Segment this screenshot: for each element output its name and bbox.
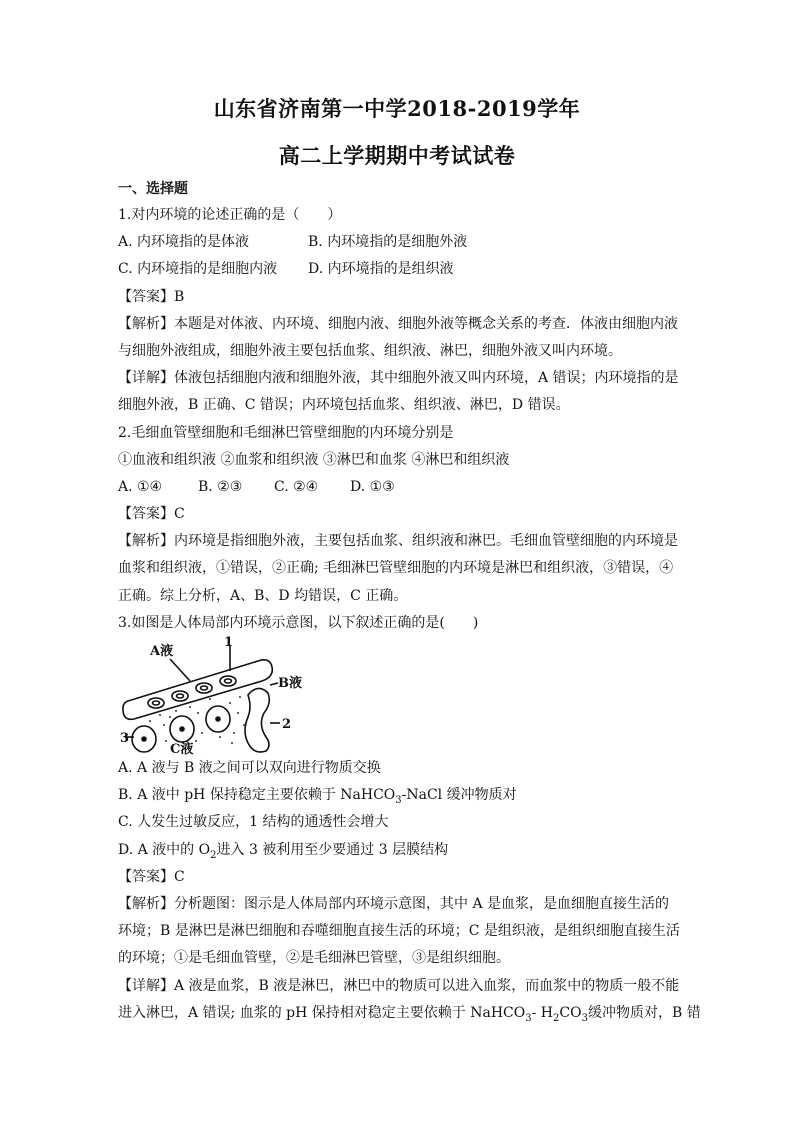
answer-tag: 【答案】 — [118, 506, 174, 523]
q2-options — [118, 474, 678, 501]
lymph-capillary — [245, 688, 269, 752]
leader-b — [270, 683, 278, 685]
analysis-text: 本题是对体液、内环境、细胞内液、细胞外液等概念关系的考查．体液由细胞内液 — [174, 315, 678, 332]
document-title-line-2: 高二上学期期中考试试卷 — [278, 143, 516, 168]
q3-detail-line-1 — [118, 973, 678, 1000]
blood-cell — [172, 691, 188, 701]
q3-stem: 3.如图是人体局部内环境示意图，以下叙述正确的是( ) — [118, 614, 479, 631]
tissue-cell-nucleus — [180, 727, 184, 731]
blood-cell — [196, 683, 212, 693]
q3-option-b — [118, 782, 678, 809]
q3-option-a: A. A 液与 B 液之间可以双向进行物质交换 — [118, 760, 381, 776]
q3-analysis-line-2: 环境；B 是淋巴是淋巴细胞和吞噬细胞直接生活的环境；C 是组织液，是组织细胞直接生活 — [118, 923, 680, 940]
q2-answer — [118, 501, 678, 528]
option-text: B. A 液中 pH 保持稳定主要依赖于 NaHCO — [118, 787, 396, 804]
blood-cell-core — [225, 679, 232, 683]
answer-tag: 【答案】 — [118, 288, 174, 305]
q3-option-c: C. 人发生过敏反应，1 结构的通透性会增大 — [118, 814, 389, 831]
q1-option-c: C. 内环境指的是细胞内液 — [118, 261, 278, 278]
q1-detail-line-1 — [118, 365, 678, 392]
analysis-tag: 【解析】 — [118, 895, 174, 912]
detail-text: - H — [531, 1004, 554, 1021]
q2-option-d: D. ①③ — [350, 478, 395, 495]
subscript: 3 — [395, 794, 402, 806]
internal-environment-diagram — [120, 637, 330, 755]
detail-text: 缓冲物质对，B 错 — [587, 1004, 701, 1021]
subscript: 2 — [553, 1012, 560, 1024]
blood-cell-core — [201, 686, 208, 690]
subscript: 2 — [210, 849, 217, 861]
q1-options-row-2 — [118, 256, 678, 283]
option-text: D. A 液中的 O — [118, 841, 211, 858]
blood-cell — [220, 676, 236, 686]
detail-tag: 【详解】 — [118, 370, 174, 387]
fig-label-c: C液 — [170, 742, 194, 757]
detail-tag: 【详解】 — [118, 977, 174, 994]
section-heading: 一、选择题 — [118, 181, 188, 197]
q2-option-a: A. ①④ — [118, 478, 163, 495]
q2-items: ①血液和组织液 ②血浆和组织液 ③淋巴和血浆 ④淋巴和组织液 — [118, 451, 510, 468]
q1-analysis-line-2: 与细胞外液组成，细胞外液主要包括血浆、组织液、淋巴，细胞外液又叫内环境。 — [118, 342, 622, 359]
q2-option-c: C. ②④ — [274, 478, 319, 495]
q2-analysis-line-3: 正确。综上分析，A、B、D 均错误，C 正确。 — [118, 587, 408, 604]
option-text: -NaCl 缓冲物质对 — [401, 787, 517, 804]
option-text: 进入 3 被利用至少要通过 3 层膜结构 — [216, 841, 449, 858]
analysis-tag: 【解析】 — [118, 315, 174, 332]
q3-option-d — [118, 837, 678, 864]
q3-analysis-line-3: 的环境；①是毛细血管壁，②是毛细淋巴管壁，③是组织细胞。 — [118, 950, 510, 967]
q1-analysis-line-1 — [118, 311, 678, 338]
q1-answer — [118, 284, 678, 311]
q2-option-b: B. ②③ — [198, 478, 243, 495]
tissue-cell-nucleus — [216, 717, 220, 721]
analysis-text: 分析题图：图示是人体局部内环境示意图，其中 A 是血浆，是血细胞直接生活的 — [174, 895, 670, 912]
detail-text: 进入淋巴，A 错误; 血浆的 pH 保持相对稳定主要依赖于 NaHCO — [118, 1004, 526, 1021]
detail-text: 体液包括细胞内液和细胞外液，其中细胞外液又叫内环境，A 错误；内环境指的是 — [174, 370, 679, 387]
fig-label-a: A液 — [150, 644, 174, 659]
q1-detail-line-2: 细胞外液，B 正确、C 错误；内环境包括血浆、组织液、淋巴，D 错误。 — [118, 397, 570, 414]
fig-label-1: 1 — [224, 635, 234, 650]
q1-option-d: D. 内环境指的是组织液 — [308, 261, 454, 278]
q2-analysis-line-2: 血浆和组织液，①错误，②正确; 毛细淋巴管壁细胞的内环境是淋巴和组织液，③错误，④ — [118, 560, 674, 577]
blood-cell-core — [177, 694, 184, 698]
fig-label-3: 3 — [120, 731, 130, 746]
blood-cell — [148, 698, 164, 708]
fig-label-b: B液 — [278, 676, 302, 691]
subscript: 3 — [525, 1012, 532, 1024]
leader-a — [170, 659, 190, 681]
q3-analysis-line-1 — [118, 891, 678, 918]
q1-option-a: A. 内环境指的是体液 — [118, 234, 250, 251]
detail-text: CO — [559, 1004, 582, 1021]
q3-detail-line-2 — [118, 1000, 701, 1027]
q2-stem: 2.毛细血管壁细胞和毛细淋巴管壁细胞的内环境分别是 — [118, 424, 454, 441]
detail-text: A 液是血浆，B 液是淋巴，淋巴中的物质可以进入血浆，而血浆中的物质一般不能 — [174, 977, 680, 994]
answer-tag: 【答案】 — [118, 868, 174, 885]
analysis-text: 内环境是指细胞外液，主要包括血浆、组织液和淋巴。毛细血管壁细胞的内环境是 — [174, 533, 678, 550]
q1-stem: 1.对内环境的论述正确的是（ ） — [118, 207, 342, 223]
question-content — [118, 202, 701, 1027]
subscript: 3 — [581, 1012, 588, 1024]
q1-options-row-1 — [118, 229, 678, 256]
q3-answer — [118, 864, 678, 891]
analysis-tag: 【解析】 — [118, 533, 174, 550]
tissue-cell-nucleus — [142, 737, 146, 741]
q2-analysis-line-1 — [118, 528, 678, 555]
answer-value: C — [174, 506, 185, 523]
document-title-line-1: 山东省济南第一中学2018-2019学年 — [213, 96, 581, 121]
answer-value: B — [174, 288, 185, 305]
q1-option-b: B. 内环境指的是细胞外液 — [308, 234, 468, 251]
fig-label-2: 2 — [282, 717, 292, 732]
answer-value: C — [174, 868, 185, 885]
blood-cell-core — [153, 701, 160, 705]
